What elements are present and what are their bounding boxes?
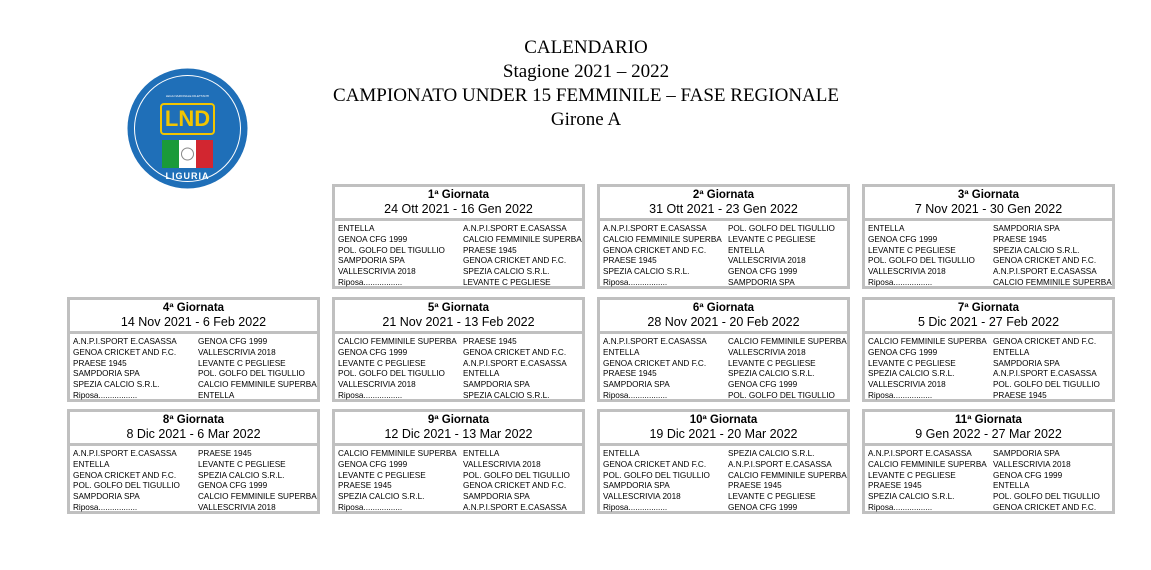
home-team: CALCIO FEMMINILE SUPERBA [338, 337, 457, 346]
match-row [338, 492, 582, 503]
away-team: GENOA CFG 1999 [727, 502, 798, 512]
home-team: A.N.P.I.SPORT E.CASASSA [603, 337, 707, 346]
away-team: CALCIO FEMMINILE SUPERBA [462, 234, 582, 244]
home-team: SPEZIA CALCIO S.R.L. [338, 492, 425, 502]
round-dates: 7 Nov 2021 - 30 Gen 2022 [914, 202, 1063, 216]
round-title: 5ª Giornata [427, 302, 490, 314]
match-row [868, 369, 1112, 380]
away-team: GENOA CRICKET AND F.C. [992, 502, 1097, 512]
match-row [603, 449, 847, 460]
away-team: VALLESCRIVIA 2018 [197, 347, 276, 357]
match-row [603, 267, 847, 278]
round-dates: 24 Ott 2021 - 16 Gen 2022 [384, 202, 533, 216]
match-row [868, 246, 1112, 257]
match-row [73, 492, 317, 503]
home-team: PRAESE 1945 [603, 256, 657, 266]
away-team: PRAESE 1945 [462, 337, 517, 346]
match-row [338, 267, 582, 278]
home-team: SAMPDORIA SPA [73, 369, 140, 379]
away-team: GENOA CRICKET AND F.C. [992, 256, 1097, 266]
round-card [862, 297, 1115, 402]
round-card [332, 297, 585, 402]
match-row [338, 359, 582, 370]
match-list [70, 334, 317, 402]
home-team: GENOA CFG 1999 [868, 234, 938, 244]
round-card [332, 409, 585, 514]
match-row [603, 471, 847, 482]
away-team: LEVANTE C PEGLIESE [462, 277, 551, 287]
round-card [597, 297, 850, 402]
match-row [338, 449, 582, 460]
away-team: SAMPDORIA SPA [992, 358, 1060, 368]
home-team: Riposa................. [868, 390, 933, 400]
match-row [603, 369, 847, 380]
logo-lnd-text: LND [164, 106, 211, 131]
away-team: A.N.P.I.SPORT E.CASASSA [462, 502, 567, 512]
match-row [603, 391, 847, 402]
home-team: LEVANTE C PEGLIESE [868, 358, 956, 368]
match-list [600, 446, 847, 514]
match-row [73, 503, 317, 514]
group-line: Girone A [550, 109, 622, 130]
match-row [868, 359, 1112, 370]
match-row [338, 391, 582, 402]
round-header [600, 300, 847, 334]
home-team: SPEZIA CALCIO S.R.L. [603, 267, 690, 277]
home-team: A.N.P.I.SPORT E.CASASSA [603, 224, 707, 233]
away-team: VALLESCRIVIA 2018 [197, 502, 276, 512]
match-row [73, 471, 317, 482]
document-header [250, 36, 922, 132]
away-team: VALLESCRIVIA 2018 [462, 459, 541, 469]
away-team: CALCIO FEMMINILE SUPERBA [992, 277, 1112, 287]
away-team: GENOA CFG 1999 [992, 470, 1063, 480]
away-team: ENTELLA [462, 449, 500, 458]
home-team: GENOA CRICKET AND F.C. [603, 358, 707, 368]
home-team: VALLESCRIVIA 2018 [338, 380, 416, 390]
home-team: SAMPDORIA SPA [603, 481, 670, 491]
match-row [338, 380, 582, 391]
match-row [868, 492, 1112, 503]
home-team: CALCIO FEMMINILE SUPERBA [868, 459, 987, 469]
away-team: SAMPDORIA SPA [727, 277, 795, 287]
match-row [868, 449, 1112, 460]
away-team: VALLESCRIVIA 2018 [992, 459, 1071, 469]
round-header [335, 187, 582, 221]
away-team: POL. GOLFO DEL TIGULLIO [462, 470, 570, 480]
match-row [338, 481, 582, 492]
home-team: SPEZIA CALCIO S.R.L. [73, 380, 160, 390]
home-team: POL. GOLFO DEL TIGULLIO [338, 245, 445, 255]
away-team: LEVANTE C PEGLIESE [727, 492, 816, 502]
match-row [603, 359, 847, 370]
match-row [603, 503, 847, 514]
away-team: A.N.P.I.SPORT E.CASASSA [992, 267, 1097, 277]
away-team: LEVANTE C PEGLIESE [197, 358, 286, 368]
round-dates: 12 Dic 2021 - 13 Mar 2022 [384, 427, 533, 441]
away-team: SPEZIA CALCIO S.R.L. [727, 369, 815, 379]
home-team: Riposa................. [73, 502, 138, 512]
home-team: SAMPDORIA SPA [603, 380, 670, 390]
match-row [338, 337, 582, 348]
home-team: ENTELLA [868, 224, 905, 233]
home-team: Riposa................. [868, 277, 933, 287]
home-team: POL. GOLFO DEL TIGULLIO [338, 369, 445, 379]
away-team: A.N.P.I.SPORT E.CASASSA [462, 358, 567, 368]
round-header [865, 187, 1112, 221]
home-team: ENTELLA [338, 224, 375, 233]
round-card [597, 184, 850, 289]
round-title: 9ª Giornata [427, 414, 490, 426]
match-list [600, 334, 847, 402]
match-row [603, 235, 847, 246]
round-title: 4ª Giornata [162, 302, 225, 314]
round-title: 1ª Giornata [427, 189, 490, 201]
match-list [865, 334, 1112, 402]
match-row [73, 359, 317, 370]
home-team: CALCIO FEMMINILE SUPERBA [603, 234, 722, 244]
away-team: ENTELLA [197, 390, 235, 400]
home-team: PRAESE 1945 [73, 358, 127, 368]
home-team: ENTELLA [73, 459, 110, 469]
match-row [73, 337, 317, 348]
away-team: PRAESE 1945 [992, 234, 1047, 244]
match-row [73, 380, 317, 391]
lnd-liguria-logo [127, 68, 248, 189]
away-team: GENOA CFG 1999 [727, 267, 798, 277]
away-team: LEVANTE C PEGLIESE [727, 358, 816, 368]
match-list [70, 446, 317, 514]
away-team: SAMPDORIA SPA [462, 492, 530, 502]
round-card [67, 409, 320, 514]
home-team: SAMPDORIA SPA [338, 256, 405, 266]
away-team: CALCIO FEMMINILE SUPERBA [197, 380, 317, 390]
round-title: 7ª Giornata [957, 302, 1020, 314]
home-team: LEVANTE C PEGLIESE [868, 470, 956, 480]
match-row [73, 481, 317, 492]
round-dates: 8 Dic 2021 - 6 Mar 2022 [126, 427, 261, 441]
match-row [338, 460, 582, 471]
away-team: ENTELLA [462, 369, 500, 379]
match-row [338, 235, 582, 246]
away-team: PRAESE 1945 [197, 449, 252, 458]
home-team: Riposa................. [868, 502, 933, 512]
match-row [868, 278, 1112, 289]
away-team: POL. GOLFO DEL TIGULLIO [727, 390, 835, 400]
match-list [335, 221, 582, 289]
match-row [868, 481, 1112, 492]
round-title: 11ª Giornata [955, 414, 1022, 426]
home-team: GENOA CFG 1999 [868, 347, 938, 357]
match-list [865, 446, 1112, 514]
home-team: PRAESE 1945 [603, 369, 657, 379]
match-row [73, 449, 317, 460]
round-card [597, 409, 850, 514]
round-title: 3ª Giornata [957, 189, 1020, 201]
home-team: Riposa................. [338, 502, 403, 512]
home-team: POL. GOLFO DEL TIGULLIO [603, 470, 710, 480]
home-team: VALLESCRIVIA 2018 [603, 492, 681, 502]
match-row [868, 471, 1112, 482]
away-team: GENOA CFG 1999 [727, 380, 798, 390]
round-dates: 19 Dic 2021 - 20 Mar 2022 [649, 427, 798, 441]
match-row [868, 256, 1112, 267]
away-team: PRAESE 1945 [992, 390, 1047, 400]
away-team: SAMPDORIA SPA [992, 224, 1060, 233]
round-header [70, 412, 317, 446]
match-row [338, 348, 582, 359]
match-row [338, 369, 582, 380]
home-team: Riposa................. [603, 277, 668, 287]
home-team: POL. GOLFO DEL TIGULLIO [868, 256, 975, 266]
match-row [603, 278, 847, 289]
home-team: SPEZIA CALCIO S.R.L. [868, 369, 955, 379]
round-header [70, 300, 317, 334]
away-team: LEVANTE C PEGLIESE [197, 459, 286, 469]
round-card [862, 409, 1115, 514]
round-header [865, 412, 1112, 446]
round-header [600, 412, 847, 446]
home-team: Riposa................. [73, 390, 138, 400]
home-team: A.N.P.I.SPORT E.CASASSA [73, 449, 177, 458]
home-team: LEVANTE C PEGLIESE [338, 470, 426, 480]
logo-region-text: LIGURIA [165, 171, 210, 181]
home-team: CALCIO FEMMINILE SUPERBA [868, 337, 987, 346]
match-list [335, 446, 582, 514]
round-title: 6ª Giornata [692, 302, 755, 314]
away-team: VALLESCRIVIA 2018 [727, 256, 806, 266]
logo-arc-text: LEGA NAZIONALE DILETTANTI [165, 94, 210, 98]
match-row [603, 481, 847, 492]
match-row [868, 391, 1112, 402]
round-card [332, 184, 585, 289]
round-header [335, 412, 582, 446]
home-team: GENOA CRICKET AND F.C. [603, 459, 707, 469]
season-line: Stagione 2021 – 2022 [502, 61, 670, 82]
away-team: GENOA CRICKET AND F.C. [462, 347, 567, 357]
home-team: Riposa................. [338, 277, 403, 287]
match-row [603, 224, 847, 235]
match-row [603, 246, 847, 257]
away-team: SAMPDORIA SPA [992, 449, 1060, 458]
away-team: ENTELLA [727, 245, 765, 255]
home-team: GENOA CFG 1999 [338, 234, 408, 244]
match-list [865, 221, 1112, 289]
home-team: A.N.P.I.SPORT E.CASASSA [73, 337, 177, 346]
match-row [603, 256, 847, 267]
match-row [868, 348, 1112, 359]
doc-title: CALENDARIO [524, 37, 648, 58]
match-row [73, 369, 317, 380]
home-team: ENTELLA [603, 449, 640, 458]
away-team: GENOA CRICKET AND F.C. [462, 256, 567, 266]
round-dates: 14 Nov 2021 - 6 Feb 2022 [120, 315, 267, 329]
home-team: GENOA CRICKET AND F.C. [73, 470, 177, 480]
match-row [868, 380, 1112, 391]
match-row [73, 460, 317, 471]
match-row [603, 337, 847, 348]
round-dates: 21 Nov 2021 - 13 Feb 2022 [382, 315, 535, 329]
away-team: VALLESCRIVIA 2018 [727, 347, 806, 357]
home-team: ENTELLA [603, 347, 640, 357]
home-team: Riposa................. [603, 390, 668, 400]
away-team: CALCIO FEMMINILE SUPERBA [197, 492, 317, 502]
away-team: LEVANTE C PEGLIESE [727, 234, 816, 244]
round-title: 8ª Giornata [162, 414, 225, 426]
away-team: SPEZIA CALCIO S.R.L. [992, 245, 1080, 255]
home-team: VALLESCRIVIA 2018 [868, 267, 946, 277]
home-team: LEVANTE C PEGLIESE [338, 358, 426, 368]
round-header [335, 300, 582, 334]
away-team: POL. GOLFO DEL TIGULLIO [992, 492, 1100, 502]
home-team: GENOA CRICKET AND F.C. [603, 245, 707, 255]
away-team: CALCIO FEMMINILE SUPERBA [727, 337, 847, 346]
away-team: POL. GOLFO DEL TIGULLIO [197, 369, 305, 379]
home-team: PRAESE 1945 [338, 481, 392, 491]
match-row [73, 391, 317, 402]
away-team: SPEZIA CALCIO S.R.L. [197, 470, 285, 480]
match-row [338, 471, 582, 482]
home-team: PRAESE 1945 [868, 481, 922, 491]
home-team: SPEZIA CALCIO S.R.L. [868, 492, 955, 502]
match-row [603, 460, 847, 471]
match-row [338, 246, 582, 257]
match-row [868, 224, 1112, 235]
away-team: PRAESE 1945 [462, 245, 517, 255]
round-header [600, 187, 847, 221]
home-team: VALLESCRIVIA 2018 [868, 380, 946, 390]
match-row [338, 503, 582, 514]
match-row [338, 256, 582, 267]
home-team: GENOA CRICKET AND F.C. [73, 347, 177, 357]
match-row [603, 348, 847, 359]
away-team: ENTELLA [992, 481, 1030, 491]
match-row [868, 235, 1112, 246]
match-row [73, 348, 317, 359]
round-card [67, 297, 320, 402]
away-team: A.N.P.I.SPORT E.CASASSA [727, 459, 832, 469]
match-row [868, 337, 1112, 348]
home-team: POL. GOLFO DEL TIGULLIO [73, 481, 180, 491]
away-team: GENOA CRICKET AND F.C. [992, 337, 1097, 346]
match-row [338, 278, 582, 289]
round-title: 2ª Giornata [692, 189, 755, 201]
away-team: POL. GOLFO DEL TIGULLIO [727, 224, 835, 233]
away-team: SPEZIA CALCIO S.R.L. [462, 267, 550, 277]
championship-line: CAMPIONATO UNDER 15 FEMMINILE – FASE REGIONALE [333, 85, 839, 106]
match-list [600, 221, 847, 289]
home-team: Riposa................. [338, 390, 403, 400]
away-team: SPEZIA CALCIO S.R.L. [462, 390, 550, 400]
round-header [865, 300, 1112, 334]
home-team: Riposa................. [603, 502, 668, 512]
round-dates: 31 Ott 2021 - 23 Gen 2022 [649, 202, 798, 216]
home-team: GENOA CFG 1999 [338, 347, 408, 357]
away-team: PRAESE 1945 [727, 481, 782, 491]
round-dates: 9 Gen 2022 - 27 Mar 2022 [915, 427, 1062, 441]
away-team: A.N.P.I.SPORT E.CASASSA [992, 369, 1097, 379]
match-row [603, 380, 847, 391]
match-row [868, 503, 1112, 514]
match-list [335, 334, 582, 402]
away-team: CALCIO FEMMINILE SUPERBA [727, 470, 847, 480]
home-team: LEVANTE C PEGLIESE [868, 245, 956, 255]
home-team: CALCIO FEMMINILE SUPERBA [338, 449, 457, 458]
match-row [868, 267, 1112, 278]
round-dates: 5 Dic 2021 - 27 Feb 2022 [917, 315, 1060, 329]
away-team: SAMPDORIA SPA [462, 380, 530, 390]
away-team: ENTELLA [992, 347, 1030, 357]
away-team: GENOA CFG 1999 [197, 337, 268, 346]
home-team: GENOA CFG 1999 [338, 459, 408, 469]
round-card [862, 184, 1115, 289]
away-team: POL. GOLFO DEL TIGULLIO [992, 380, 1100, 390]
home-team: A.N.P.I.SPORT E.CASASSA [868, 449, 972, 458]
home-team: VALLESCRIVIA 2018 [338, 267, 416, 277]
away-team: A.N.P.I.SPORT E.CASASSA [462, 224, 567, 233]
home-team: SAMPDORIA SPA [73, 492, 140, 502]
round-dates: 28 Nov 2021 - 20 Feb 2022 [647, 315, 800, 329]
match-row [603, 492, 847, 503]
match-row [338, 224, 582, 235]
away-team: GENOA CFG 1999 [197, 481, 268, 491]
away-team: SPEZIA CALCIO S.R.L. [727, 449, 815, 458]
away-team: GENOA CRICKET AND F.C. [462, 481, 567, 491]
match-row [868, 460, 1112, 471]
round-title: 10ª Giornata [689, 414, 758, 426]
